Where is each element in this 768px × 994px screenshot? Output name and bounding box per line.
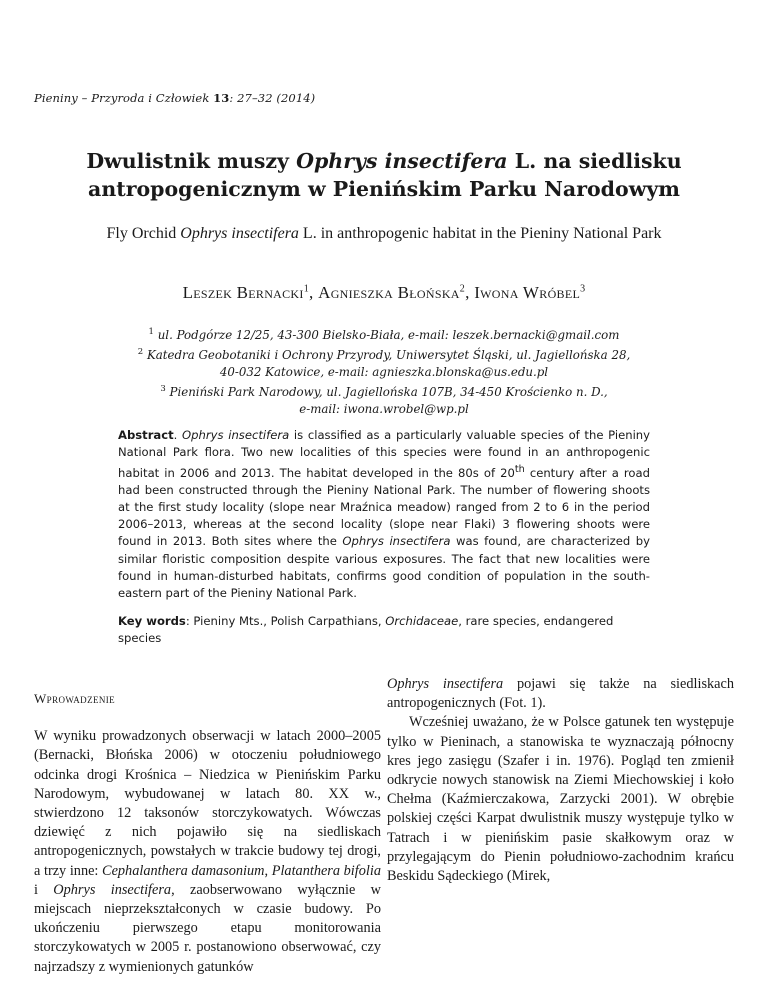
- author-affil-mark: 2: [459, 283, 466, 295]
- journal-pages: : 27–32 (2014): [229, 91, 316, 105]
- body-text: W wyniku prowadzonych obserwacji w latach 2000–2005 (Bernacki, Błońska 2006) w otoczeniu południowego odcinka drogi Krośnica – Niedzica w Pienińskim Parku Narodowym, wybudowanej w latach 80. XX w., stwierdzono 12 taksonów storczykowatych. Wówczas dziewięć z nich pojawiło się na siedliskach antropogenicznych, powstałych w trakcie budowy tej drogi, a trzy inne:: [34, 728, 381, 879]
- body-species: Ophrys insectifera: [387, 676, 504, 692]
- body-species: Cephalanthera damasonium: [102, 862, 265, 879]
- title-species: Ophrys insectifera: [296, 149, 508, 173]
- subtitle-text: L. in anthropogenic habitat in the Pieniny National Park: [298, 225, 662, 242]
- body-species: Platanthera bifolia: [271, 862, 381, 879]
- affiliation-3-cont: e-mail: iwona.wrobel@wp.pl: [299, 401, 469, 416]
- abstract-sep: .: [173, 428, 183, 442]
- author-name: Agnieszka Błońska: [318, 283, 460, 302]
- journal-citation: [34, 91, 315, 105]
- body-column-left: [34, 689, 381, 977]
- affil-mark: 1: [148, 327, 154, 337]
- title-line-2: antropogenicznym w Pienińskim Parku Narodowym: [88, 177, 680, 201]
- subtitle-text: Fly Orchid: [106, 225, 181, 242]
- abstract-text: was found, are characterized by similar floristic composition despite various exposures. The fact that new localities were found in human-disturbed habitats, confirms good condition of population in the south-eastern part of the Pieniny National Park.: [118, 534, 651, 600]
- affiliation-2-cont: 40-032 Katowice, e-mail: agnieszka.blonska@us.edu.pl: [219, 364, 549, 379]
- paragraph-1: [34, 727, 381, 977]
- paper-title: [0, 147, 768, 203]
- author-affil-mark: 1: [303, 283, 310, 295]
- abstract-species: Ophrys insectifera: [182, 428, 290, 442]
- body-text: pojawi się także na siedliskach antropogenicznych (Fot. 1).: [387, 676, 734, 712]
- title-line-1: [0, 147, 768, 175]
- body-text: i: [34, 881, 54, 898]
- body-species: Ophrys insectifera: [53, 881, 172, 898]
- keywords-text: : Pieniny Mts., Polish Carpathians,: [185, 614, 386, 628]
- keywords: [118, 613, 650, 647]
- body-text: ,: [264, 862, 272, 879]
- title-text: L. na siedlisku: [507, 149, 682, 173]
- title-text: Dwulistnik muszy: [86, 149, 297, 173]
- abstract: [118, 427, 650, 602]
- keywords-text: , rare species, endangered species: [118, 614, 614, 646]
- author-affil-mark: 3: [580, 283, 586, 295]
- abstract-label: Abstract: [118, 428, 174, 442]
- subtitle-species: Ophrys insectifera: [180, 225, 299, 242]
- affiliation-3: [60, 381, 708, 401]
- author-name: Leszek Bernacki: [182, 283, 304, 302]
- affiliations: [60, 324, 708, 418]
- author-list: Leszek Bernacki$^1$, Agnieszka Błońska$^2$, Iwona Wróbel$^3$: [182, 283, 586, 302]
- affil-mark: 3: [160, 383, 166, 394]
- section-heading: Wprowadzenie: [34, 691, 116, 706]
- abstract-sup: th: [514, 464, 525, 476]
- journal-volume: 13: [213, 91, 230, 105]
- english-title: [0, 225, 768, 243]
- affil-text: Pieniński Park Narodowy, ul. Jagiellońska 107B, 34-450 Krościenko n. D.,: [169, 384, 608, 399]
- keywords-family: Orchidaceae: [385, 614, 459, 628]
- affiliation-1: [60, 324, 708, 344]
- abstract-text: century after a road had been constructed through the Pieniny National Park. The number of flowering shoots at the first study locality (slope near Mraźnica meadow) ranged from 2 to 6 in the period 2006–2013, whereas at the second locality (slope near Flaki) 3 flowering shoots were found in 2013. Both sites where the: [118, 466, 650, 549]
- journal-name: Pieniny – Przyroda i Człowiek: [34, 91, 210, 105]
- abstract-text: is classified as a particularly valuable species of the Pieniny National Park flora. Two new localities of this species were found in an anthropogenic habitat in 2006 and 2013. The habitat developed in the 80s of 20: [118, 428, 651, 481]
- affil-mark: 2: [137, 346, 144, 357]
- paragraph-2: Wcześniej uważano, że w Polsce gatunek ten występuje tylko w Pieninach, a stanowiska te wyznaczają północny kres jego zasięgu (Szafer i in. 1976). Pogląd ten zmienił odkrycie nowych stanowisk na Ziemi Miechowskiej i koło Chełma (Kaźmierczakowa, Zarzycki 2001). W obrębie polskiej części Karpat dwulistnik muszy występuje tylko w Tatrach i w pienińskim pasie skałkowym oraz w przylegającym do Pienin południowo-zachodnim krańcu Beskidu Sądeckiego (Mirek,: [387, 714, 734, 885]
- affil-text: ul. Podgórze 12/25, 43-300 Bielsko-Biała, e-mail: leszek.bernacki@gmail.com: [157, 327, 620, 342]
- paragraph-1-cont: [387, 675, 734, 713]
- keywords-label: Key words: [118, 614, 186, 628]
- affiliation-2: [60, 344, 708, 364]
- body-column-right: [387, 675, 734, 886]
- abstract-species: Ophrys insectifera: [342, 534, 451, 549]
- affil-text: Katedra Geobotaniki i Ochrony Przyrody, Uniwersytet Śląski, ul. Jagiellońska 28,: [146, 347, 631, 362]
- author-name: Iwona Wróbel: [474, 283, 581, 302]
- body-text: , zaobserwowano wyłącznie w miejscach nieprzekształconych w czasie budowy. Po ukończeniu pierwszego etapu monitorowania storczykowatych w 2005 r. postanowiono obserwować, czy najrzadszy z wymienionych gatunków: [34, 881, 381, 975]
